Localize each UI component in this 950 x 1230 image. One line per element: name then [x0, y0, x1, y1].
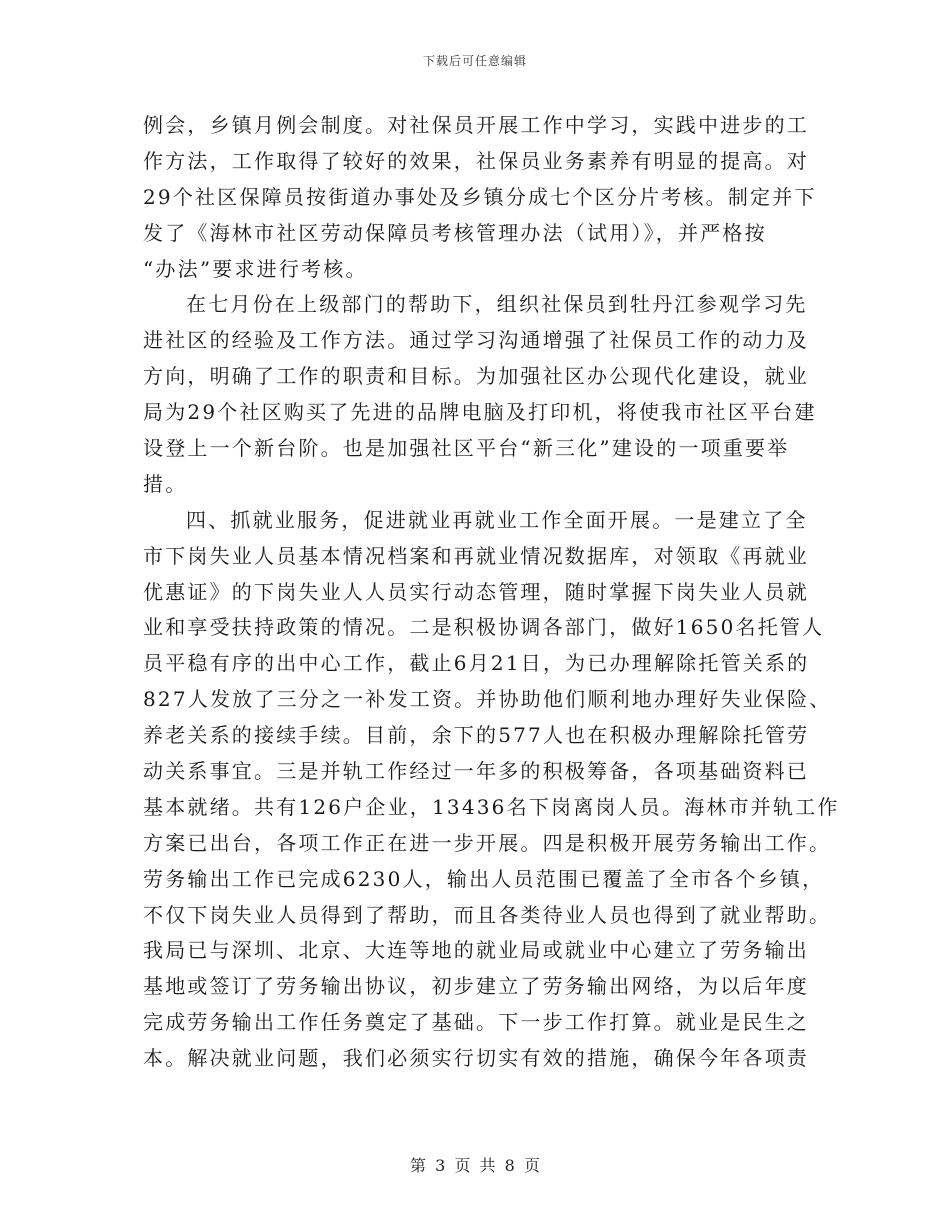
text-line: 完成劳务输出工作任务奠定了基础。下一步工作打算。就业是民生之	[143, 1010, 809, 1035]
text-line: 基地或签订了劳务输出协议，初步建立了劳务输出网络，为以后年度	[143, 974, 809, 999]
text-line: 员平稳有序的出中心工作，截止6月21日，为已办理解除托管关系的	[143, 651, 810, 676]
body-text	[143, 108, 840, 1077]
text-line: 作方法，工作取得了较好的效果，社保员业务素养有明显的提高。对	[143, 148, 809, 173]
text-line: 例会，乡镇月例会制度。对社保员开展工作中学习，实践中进步的工	[143, 113, 809, 137]
text-line: 不仅下岗失业人员得到了帮助，而且各类待业人员也得到了就业帮助。	[143, 902, 832, 927]
text-line: 基本就绪。共有126户企业，13436名下岗离岗人员。海林市并轨工作	[143, 794, 840, 819]
text-line: 发了《海林市社区劳动保障员考核管理办法（试用）》，并严格按	[143, 220, 767, 245]
text-line: 劳务输出工作已完成6230人，输出人员范围已覆盖了全市各个乡镇，	[143, 866, 825, 891]
text-line: 本。解决就业问题，我们必须实行切实有效的措施，确保今年各项责	[143, 1046, 809, 1071]
text-line: 方向，明确了工作的职责和目标。为加强社区办公现代化建设，就业	[143, 364, 809, 389]
total-pages-number: 8	[504, 1156, 515, 1175]
text-line: 市下岗失业人员基本情况档案和再就业情况数据库，对领取《再就业	[143, 543, 809, 568]
text-line: 措。	[143, 471, 188, 496]
paragraph-first-line: 四、抓就业服务，促进就业再就业工作全面开展。一是建立了全	[186, 507, 808, 532]
text-line: 进社区的经验及工作方法。通过学习沟通增强了社保员工作的动力及	[143, 328, 809, 353]
page-header: 下载后可任意编辑	[422, 54, 527, 68]
text-line: 设登上一个新台阶。也是加强社区平台“新三化”建设的一项重要举	[143, 436, 790, 461]
footer-suffix: 页	[523, 1156, 540, 1175]
text-line: 827人发放了三分之一补发工资。并协助他们顺利地办理好失业保险、	[143, 687, 832, 712]
text-line: 养老关系的接续手续。目前，余下的577人也在积极办理解除托管劳	[143, 723, 810, 748]
footer-prefix: 第	[410, 1156, 427, 1175]
text-line: 动关系事宜。三是并轨工作经过一年多的积极筹备，各项基础资料已	[143, 759, 809, 784]
text-line: “办法”要求进行考核。	[143, 256, 368, 281]
text-line: 优惠证》的下岗失业人人员实行动态管理，随时掌握下岗失业人员就	[143, 579, 809, 604]
paragraph-first-line: 在七月份在上级部门的帮助下，组织社保员到牡丹江参观学习先	[186, 292, 808, 317]
text-line: 我局已与深圳、北京、大连等地的就业局或就业中心建立了劳务输出	[143, 938, 809, 963]
text-line: 局为29个社区购买了先进的品牌电脑及打印机，将使我市社区平台建	[143, 400, 817, 425]
text-line: 业和享受扶持政策的情况。二是积极协调各部门，做好1650名托管人	[143, 615, 825, 640]
page-footer	[0, 1153, 950, 1176]
text-line: 29个社区保障员按街道办事处及乡镇分成七个区分片考核。制定并下	[143, 184, 817, 209]
text-line: 方案已出台，各项工作正在进一步开展。四是积极开展劳务输出工作。	[143, 830, 832, 855]
footer-page-word: 页	[454, 1156, 471, 1175]
current-page-number: 3	[435, 1156, 446, 1175]
footer-total-word: 共	[479, 1156, 496, 1175]
